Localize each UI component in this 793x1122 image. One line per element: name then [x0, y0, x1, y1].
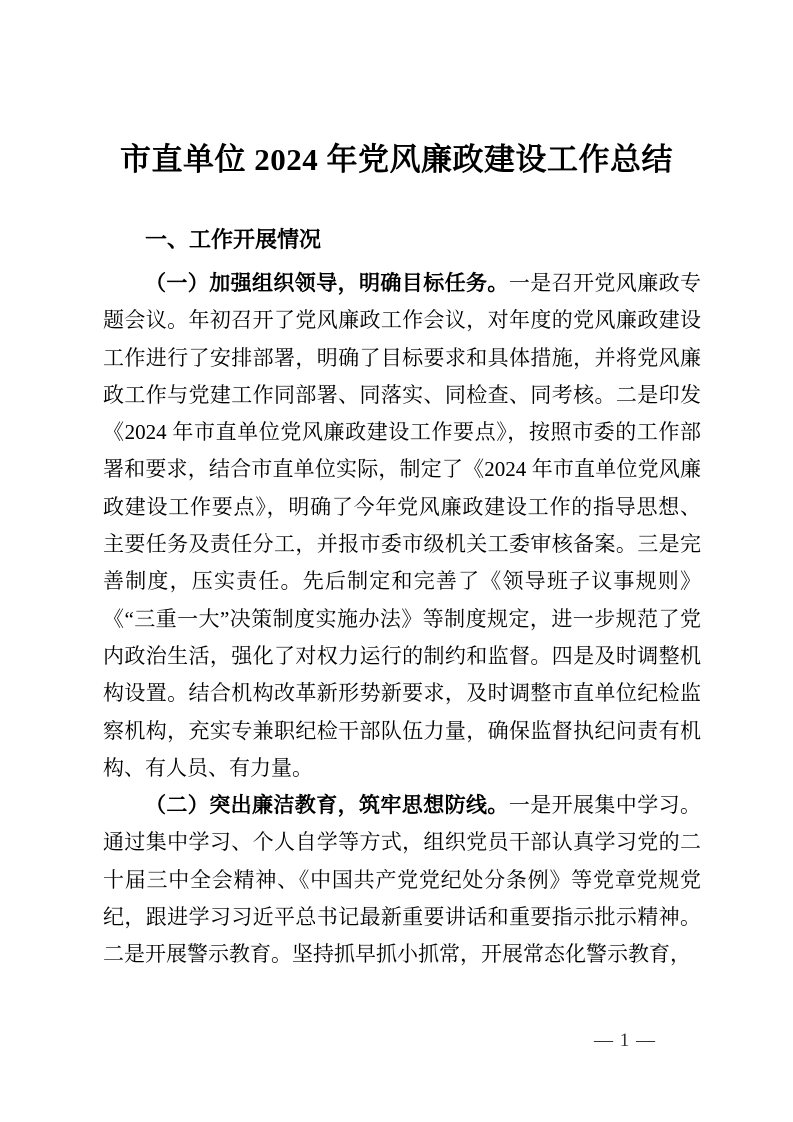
document-title: 市直单位 2024 年党风廉政建设工作总结: [120, 142, 673, 177]
paragraph-1-text: 一是召开党风廉政专题会议。年初召开了党风廉政工作会议，对年度的党风廉政建设工作进行了安排部署，明确了目标要求和具体措施，并将党风廉政工作与党建工作同部署、同落实、同检查、同考核。二是印发《2024 年市直单位党风廉政建设工作要点》，按照市委的工作部署和要求，结合市直单位实际，制定了《2024 年市直单位党风廉政建设工作要点》，明确了今年党风廉政建设工作的指导思想、主要任务及责任分工，并报市委市级机关工委审核备案。三是完善制度，压实责任。先后制定和完善了《领导班子议事规则》《“三重一大”决策制度实施办法》等制度规定，进一步规范了党内政治生活，强化了对权力运行的制约和监督。四是及时调整机构设置。结合机构改革新形势新要求，及时调整市直单位纪检监察机构，充实专兼职纪检干部队伍力量，确保监督执纪问责有机构、有人员、有力量。: [103, 271, 702, 780]
page-number: — 1 —: [594, 1030, 656, 1051]
paragraph-1: [103, 265, 701, 787]
paragraph-2: [103, 787, 701, 973]
document-body: [103, 265, 701, 974]
paragraph-2-text: 一是开展集中学习。通过集中学习、个人自学等方式，组织党员干部认真学习党的二十届三中全会精神、《中国共产党党纪处分条例》等党章党规党纪，跟进学习习近平总书记最新重要讲话和重要指示批示精神。二是开展警示教育。坚持抓早抓小抓常，开展常态化警示教育，: [103, 793, 702, 967]
paragraph-1-lead: （一）加强组织领导，明确目标任务。: [145, 271, 509, 295]
paragraph-2-lead: （二）突出廉洁教育，筑牢思想防线。: [145, 793, 509, 818]
section-heading: 一、工作开展情况: [145, 227, 322, 252]
